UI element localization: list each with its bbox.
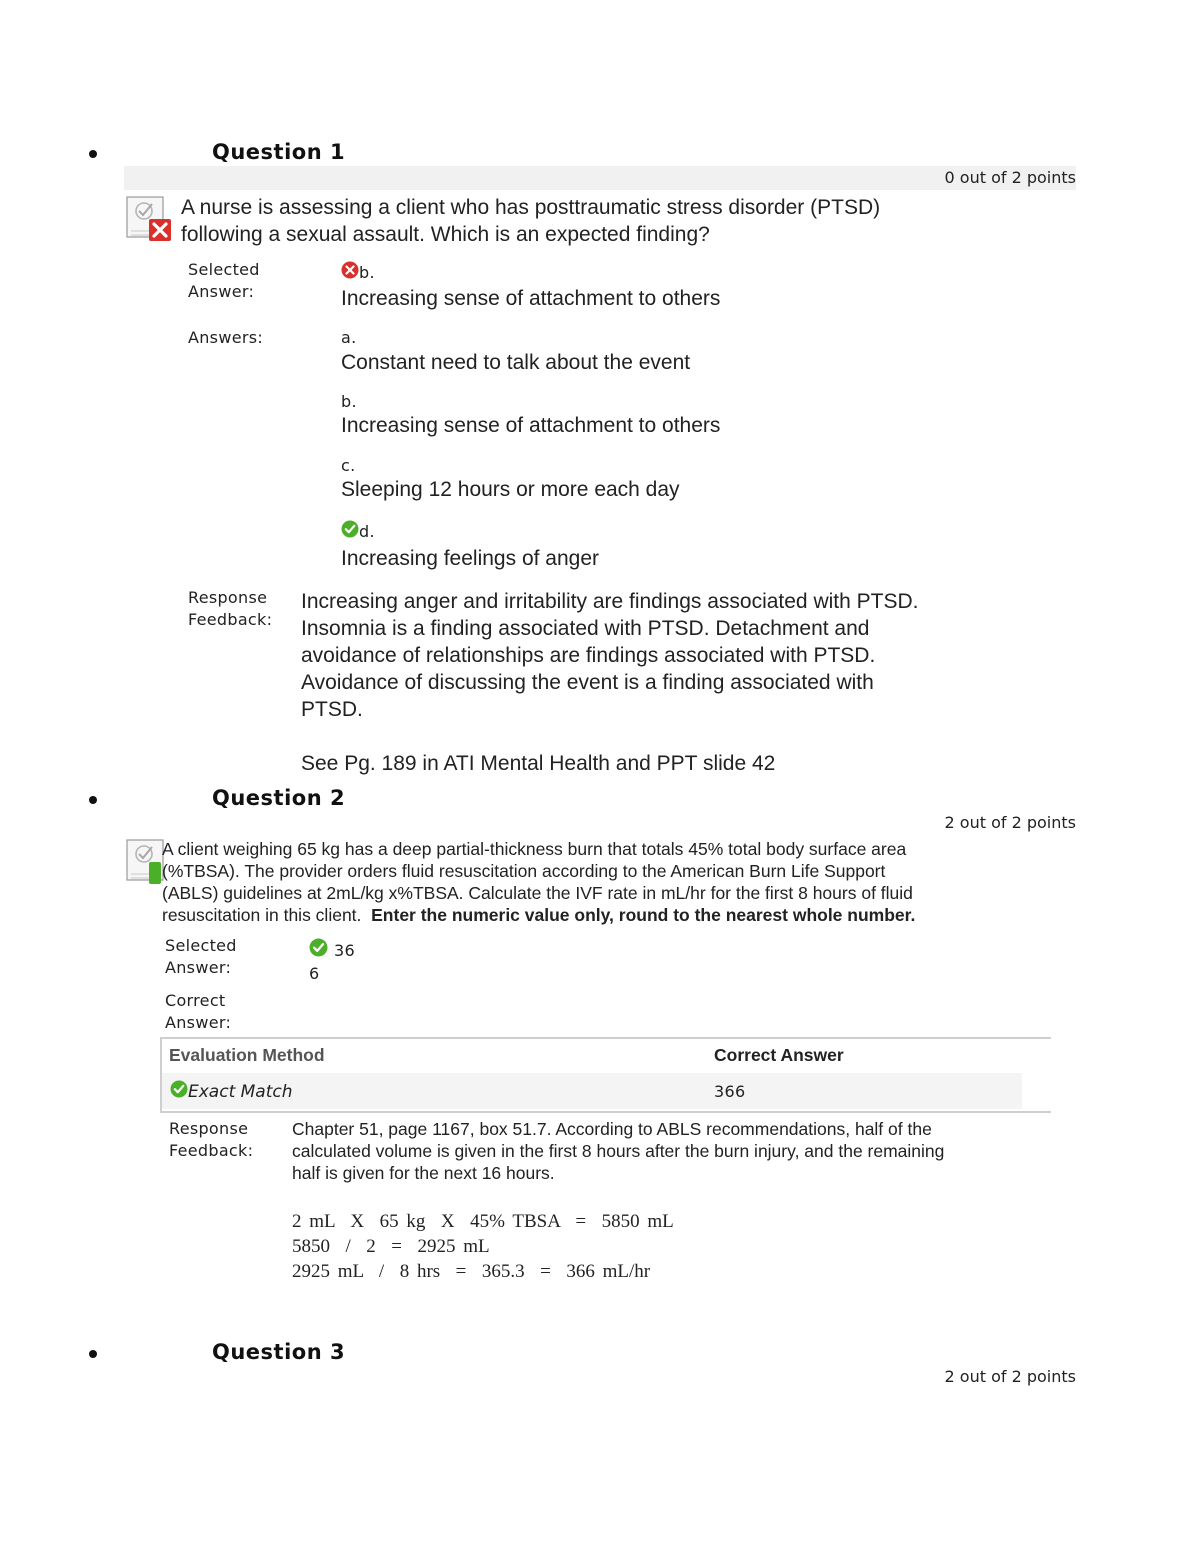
points-text: 2 out of 2 points (944, 1367, 1076, 1386)
table-row (162, 1073, 1022, 1109)
question-title: Question 1 (212, 140, 346, 164)
answer-option: Increasing feelings of anger (341, 547, 599, 570)
incorrect-icon (341, 261, 359, 284)
prompt-line: (ABLS) guidelines at 2mL/kg x%TBSA. Calculate the IVF rate in mL/hr for the first 8 hours of fluid (162, 883, 913, 903)
label-line: Selected (165, 936, 237, 955)
evaluation-table (160, 1037, 1051, 1113)
answer-option: Constant need to talk about the event (341, 351, 691, 374)
feedback-line: Avoidance of discussing the event is a finding associated with (301, 671, 874, 694)
label-line: Answer: (188, 282, 255, 301)
selected-answer-value: 36 (334, 941, 355, 960)
feedback-line: PTSD. (301, 698, 363, 721)
incorrect-question-icon (125, 195, 169, 239)
question-prompt (181, 194, 880, 248)
answer-letter: b. (341, 392, 357, 411)
correct-answer-label (165, 990, 231, 1034)
feedback-line: Increasing anger and irritability are findings associated with PTSD. (301, 590, 919, 613)
response-feedback-text (292, 1118, 944, 1184)
points-text: 2 out of 2 points (944, 813, 1076, 832)
feedback-line: half is given for the next 16 hours. (292, 1163, 555, 1183)
calculation-line: 2 mL X 65 kg X 45% TBSA = 5850 mL (292, 1211, 674, 1232)
response-feedback-label (169, 1118, 253, 1162)
label-line: Feedback: (169, 1141, 254, 1160)
question-title: Question 3 (212, 1340, 346, 1364)
feedback-line: See Pg. 189 in ATI Mental Health and PPT slide 42 (301, 752, 776, 775)
label-line: Response (188, 588, 268, 607)
table-cell-evaluation-method: Exact Match (188, 1082, 293, 1102)
table-header-correct-answer: Correct Answer (714, 1045, 844, 1065)
prompt-line: A client weighing 65 kg has a deep partial-thickness burn that totals 45% total body surface area (162, 839, 907, 859)
label-line: Feedback: (188, 610, 273, 629)
selected-answer-label (188, 259, 260, 303)
correct-icon (309, 938, 328, 962)
label-line: Correct (165, 991, 226, 1010)
calculation-block (292, 1209, 674, 1284)
feedback-line: Chapter 51, page 1167, box 51.7. According to ABLS recommendations, half of the (292, 1119, 932, 1139)
answers-label: Answers: (188, 328, 264, 347)
label-line: Response (169, 1119, 249, 1138)
prompt-line (162, 904, 915, 926)
list-bullet (89, 796, 97, 804)
label-line: Selected (188, 260, 260, 279)
correct-icon (341, 520, 359, 543)
feedback-line: avoidance of relationships are findings associated with PTSD. (301, 644, 876, 667)
table-cell-correct-answer: 366 (714, 1082, 746, 1101)
feedback-line: Insomnia is a finding associated with PTSD. Detachment and (301, 617, 870, 640)
prompt-instruction: Enter the numeric value only, round to the nearest whole number. (371, 905, 916, 925)
selected-answer-label (165, 935, 237, 979)
feedback-line: calculated volume is given in the first 8 hours after the burn injury, and the remaining (292, 1141, 945, 1161)
label-line: Answer: (165, 958, 232, 977)
prompt-line: following a sexual assault. Which is an expected finding? (181, 223, 710, 246)
answer-letter: c. (341, 456, 356, 475)
answer-option: Increasing sense of attachment to others (341, 414, 721, 437)
points-text: 0 out of 2 points (944, 168, 1076, 187)
question-prompt (162, 838, 915, 926)
prompt-line: A nurse is assessing a client who has posttraumatic stress disorder (PTSD) (181, 196, 881, 219)
answer-letter: d. (359, 522, 375, 541)
table-header-evaluation-method: Evaluation Method (169, 1045, 325, 1065)
answer-letter: a. (341, 328, 357, 347)
question-title: Question 2 (212, 786, 346, 810)
prompt-line: (%TBSA). The provider orders fluid resuscitation according to the American Burn Life Support (162, 861, 886, 881)
response-feedback-label (188, 587, 272, 631)
label-line: Answer: (165, 1013, 232, 1032)
list-bullet (89, 150, 97, 158)
selected-answer-letter: b. (359, 263, 375, 282)
correct-icon (170, 1080, 188, 1103)
answer-option: Sleeping 12 hours or more each day (341, 478, 680, 501)
list-bullet (89, 1350, 97, 1358)
calculation-line: 5850 / 2 = 2925 mL (292, 1236, 490, 1257)
score-bar (124, 166, 1076, 190)
feedback-spacer (301, 723, 918, 750)
response-feedback-text (301, 588, 918, 777)
calculation-line: 2925 mL / 8 hrs = 365.3 = 366 mL/hr (292, 1261, 651, 1282)
prompt-text: resuscitation in this client. (162, 905, 372, 925)
selected-answer-text: Increasing sense of attachment to others (341, 287, 721, 310)
selected-answer-value-wrap: 6 (309, 964, 320, 983)
